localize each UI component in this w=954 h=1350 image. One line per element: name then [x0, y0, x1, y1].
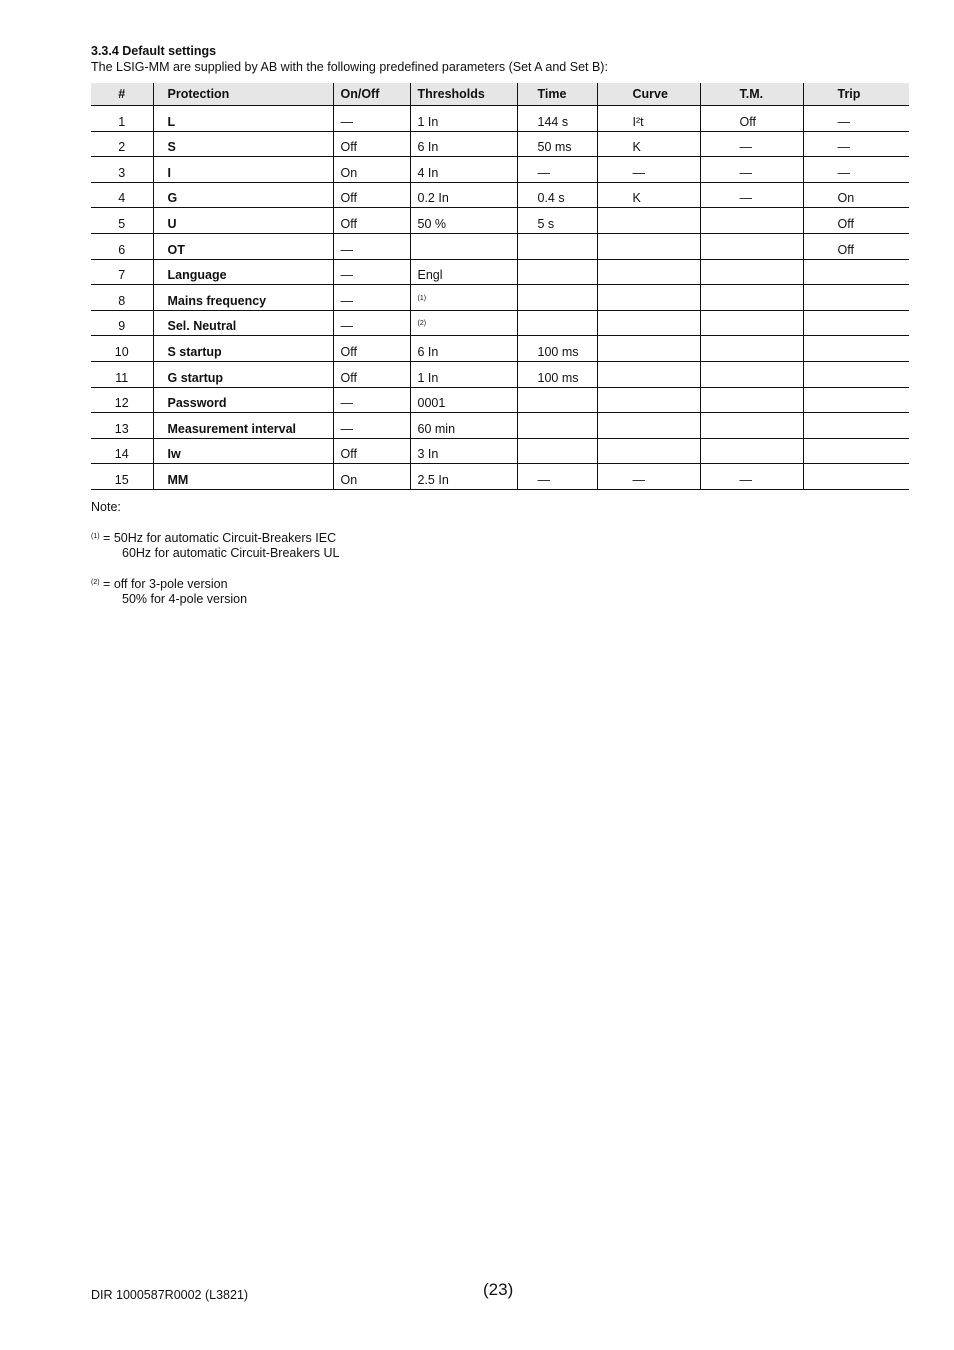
cell-on-off: — [333, 285, 410, 311]
cell-on-off: — [333, 106, 410, 132]
cell-curve [597, 259, 700, 285]
table-row [91, 361, 909, 387]
header-protection: Protection [153, 83, 333, 106]
cell-tm: Off [700, 106, 803, 132]
cell-curve [597, 336, 700, 362]
header-thresholds: Thresholds [410, 83, 517, 106]
footnote-1-line2: 60Hz for automatic Circuit-Breakers UL [122, 545, 340, 560]
cell-time: 144 s [517, 106, 597, 132]
cell-number: 9 [91, 310, 153, 336]
footnote-2-line2: 50% for 4-pole version [122, 591, 248, 606]
cell-time: 100 ms [517, 361, 597, 387]
cell-trip: — [803, 131, 909, 157]
cell-number: 5 [91, 208, 153, 234]
cell-on-off: Off [333, 361, 410, 387]
cell-thresholds [410, 285, 517, 311]
cell-curve: K [597, 182, 700, 208]
footnote-reference: (2) [417, 320, 427, 328]
header-curve: Curve [597, 83, 700, 106]
cell-protection: Language [153, 259, 333, 285]
table-body [91, 106, 909, 490]
cell-time [517, 413, 597, 439]
cell-time: 5 s [517, 208, 597, 234]
cell-on-off: — [333, 259, 410, 285]
cell-tm [700, 438, 803, 464]
cell-on-off: On [333, 464, 410, 490]
document-page [91, 44, 909, 607]
cell-number: 4 [91, 182, 153, 208]
cell-curve [597, 438, 700, 464]
footnote-1-line1: = 50Hz for automatic Circuit-Breakers IEC [103, 530, 337, 545]
cell-thresholds: Engl [410, 259, 517, 285]
header-on-off: On/Off [333, 83, 410, 106]
cell-trip [803, 438, 909, 464]
cell-protection: Sel. Neutral [153, 310, 333, 336]
footnote-reference: (1) [417, 294, 427, 302]
cell-trip [803, 310, 909, 336]
cell-protection: Password [153, 387, 333, 413]
cell-curve [597, 310, 700, 336]
cell-curve [597, 387, 700, 413]
cell-trip: Off [803, 208, 909, 234]
cell-protection: L [153, 106, 333, 132]
cell-number: 11 [91, 361, 153, 387]
cell-protection: Mains frequency [153, 285, 333, 311]
cell-protection: G [153, 182, 333, 208]
cell-thresholds [410, 233, 517, 259]
cell-curve [597, 361, 700, 387]
cell-on-off: — [333, 413, 410, 439]
cell-tm [700, 387, 803, 413]
table-row [91, 208, 909, 234]
cell-on-off: Off [333, 131, 410, 157]
cell-thresholds: 4 In [410, 157, 517, 183]
cell-time: 50 ms [517, 131, 597, 157]
cell-tm [700, 336, 803, 362]
section-intro: The LSIG-MM are supplied by AB with the following predefined parameters (Set A and Set B): [91, 60, 608, 74]
cell-curve [597, 413, 700, 439]
cell-tm [700, 361, 803, 387]
table-row [91, 106, 909, 132]
cell-tm [700, 285, 803, 311]
cell-protection: Measurement interval [153, 413, 333, 439]
table-row [91, 259, 909, 285]
footnote-2-line1: = off for 3-pole version [103, 576, 228, 591]
section-title: 3.3.4 Default settings [91, 44, 217, 58]
cell-thresholds: 60 min [410, 413, 517, 439]
cell-number: 1 [91, 106, 153, 132]
cell-number: 14 [91, 438, 153, 464]
header-trip: Trip [803, 83, 909, 106]
cell-number: 15 [91, 464, 153, 490]
cell-number: 8 [91, 285, 153, 311]
cell-time: 0.4 s [517, 182, 597, 208]
footnote-2 [91, 575, 909, 607]
cell-curve: K [597, 131, 700, 157]
cell-on-off: — [333, 387, 410, 413]
cell-tm [700, 208, 803, 234]
cell-time [517, 259, 597, 285]
cell-protection: G startup [153, 361, 333, 387]
cell-trip: Off [803, 233, 909, 259]
cell-curve: — [597, 157, 700, 183]
table-row [91, 285, 909, 311]
cell-trip [803, 336, 909, 362]
cell-protection: S [153, 131, 333, 157]
cell-tm: — [700, 182, 803, 208]
cell-thresholds: 6 In [410, 336, 517, 362]
cell-thresholds: 2.5 In [410, 464, 517, 490]
cell-thresholds: 1 In [410, 106, 517, 132]
cell-trip [803, 464, 909, 490]
cell-protection: Iw [153, 438, 333, 464]
cell-curve: I²t [597, 106, 700, 132]
cell-time [517, 285, 597, 311]
cell-thresholds: 0.2 In [410, 182, 517, 208]
header-time: Time [517, 83, 597, 106]
footnote-2-mark: (2) [91, 578, 100, 586]
table-row [91, 438, 909, 464]
cell-thresholds: 0001 [410, 387, 517, 413]
cell-thresholds [410, 310, 517, 336]
cell-trip: — [803, 157, 909, 183]
table-row [91, 336, 909, 362]
cell-trip: — [803, 106, 909, 132]
cell-tm: — [700, 464, 803, 490]
cell-number: 12 [91, 387, 153, 413]
footnote-1-mark: (1) [91, 532, 100, 540]
table-row [91, 131, 909, 157]
table-row [91, 464, 909, 490]
cell-tm [700, 259, 803, 285]
cell-on-off: Off [333, 438, 410, 464]
table-row [91, 157, 909, 183]
header-tm: T.M. [700, 83, 803, 106]
cell-tm: — [700, 131, 803, 157]
cell-protection: MM [153, 464, 333, 490]
cell-thresholds: 1 In [410, 361, 517, 387]
cell-curve [597, 285, 700, 311]
cell-time [517, 438, 597, 464]
cell-thresholds: 50 % [410, 208, 517, 234]
cell-number: 10 [91, 336, 153, 362]
cell-time [517, 387, 597, 413]
cell-tm [700, 413, 803, 439]
cell-time: — [517, 157, 597, 183]
cell-curve [597, 233, 700, 259]
cell-on-off: Off [333, 182, 410, 208]
cell-tm [700, 310, 803, 336]
cell-trip [803, 259, 909, 285]
cell-trip [803, 285, 909, 311]
cell-time [517, 310, 597, 336]
cell-protection: OT [153, 233, 333, 259]
table-row [91, 413, 909, 439]
cell-number: 6 [91, 233, 153, 259]
cell-curve: — [597, 464, 700, 490]
cell-trip: On [803, 182, 909, 208]
cell-on-off: Off [333, 208, 410, 234]
cell-number: 7 [91, 259, 153, 285]
table-row [91, 310, 909, 336]
cell-curve [597, 208, 700, 234]
cell-number: 13 [91, 413, 153, 439]
cell-number: 3 [91, 157, 153, 183]
cell-on-off: Off [333, 336, 410, 362]
cell-time [517, 233, 597, 259]
cell-protection: I [153, 157, 333, 183]
cell-tm: — [700, 157, 803, 183]
table-row [91, 233, 909, 259]
cell-tm [700, 233, 803, 259]
cell-trip [803, 361, 909, 387]
cell-thresholds: 6 In [410, 131, 517, 157]
cell-trip [803, 413, 909, 439]
cell-thresholds: 3 In [410, 438, 517, 464]
cell-protection: S startup [153, 336, 333, 362]
document-id: DIR 1000587R0002 (L3821) [91, 1288, 249, 1302]
page-number: (23) [483, 1280, 514, 1299]
table-row [91, 182, 909, 208]
header-number: # [91, 83, 153, 106]
cell-time: — [517, 464, 597, 490]
cell-on-off: — [333, 310, 410, 336]
cell-number: 2 [91, 131, 153, 157]
cell-on-off: On [333, 157, 410, 183]
cell-on-off: — [333, 233, 410, 259]
table-header-row [91, 83, 909, 106]
cell-protection: U [153, 208, 333, 234]
table-row [91, 387, 909, 413]
default-settings-table [91, 83, 909, 490]
note-label: Note: [91, 499, 121, 514]
cell-trip [803, 387, 909, 413]
footnote-1 [91, 529, 909, 561]
cell-time: 100 ms [517, 336, 597, 362]
